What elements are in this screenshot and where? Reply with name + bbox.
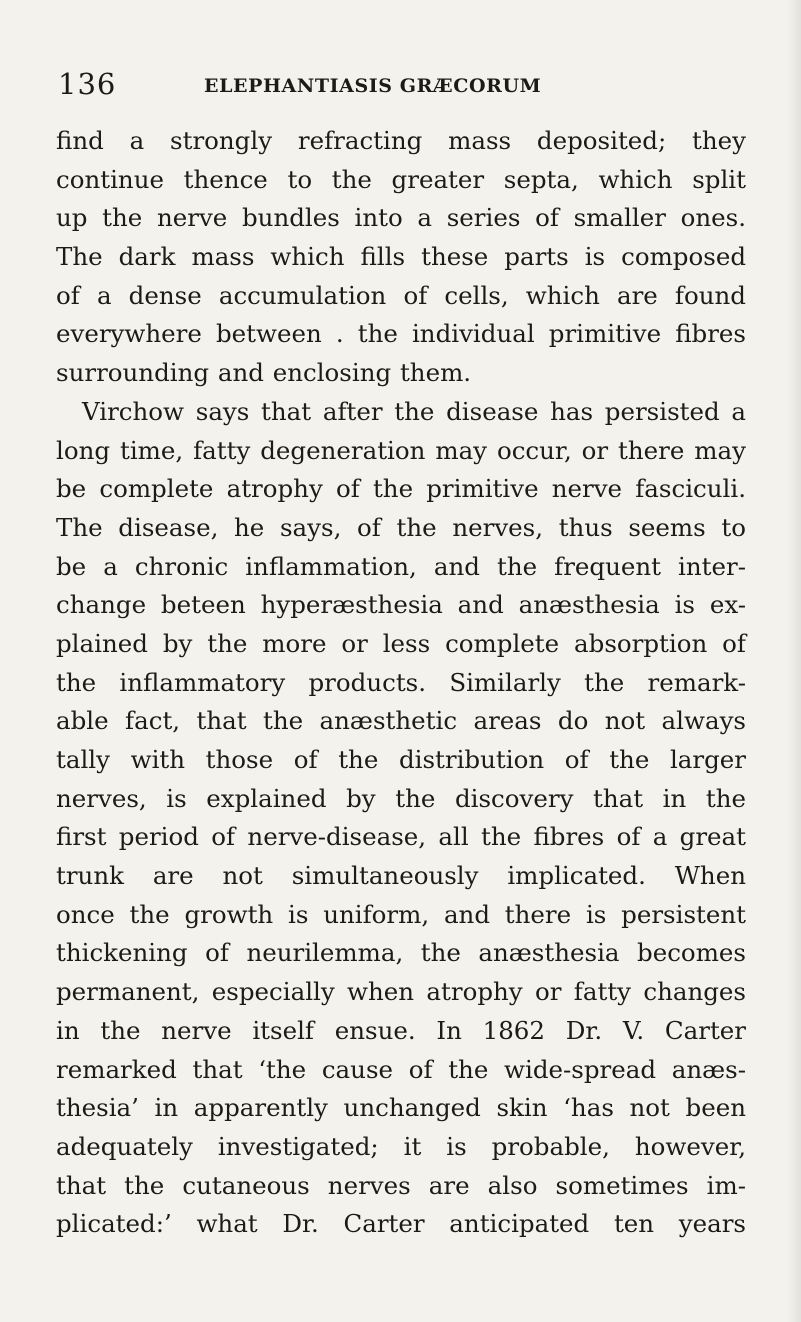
text-line: nerves, is explained by the discovery that in the — [56, 783, 746, 813]
text-line: first period of nerve-disease, all the fibres of a great — [56, 822, 746, 852]
text-line: of a dense accumulation of cells, which are found — [56, 280, 746, 310]
text-line: continue thence to the greater septa, which split — [56, 164, 746, 194]
text-line: trunk are not simultaneously implicated. When — [56, 861, 746, 891]
text-line: Virchow says that after the disease has persisted a — [82, 396, 746, 426]
text-line: plained by the more or less complete absorption of — [56, 628, 746, 658]
text-line: long time, fatty degeneration may occur, or there may — [56, 435, 746, 465]
text-line: remarked that ‘the cause of the wide-spread anæs- — [56, 1054, 746, 1084]
text-line: find a strongly refracting mass deposited; they — [56, 126, 746, 155]
text-line: change beteen hyperæsthesia and anæsthesia is ex- — [56, 590, 746, 620]
text-line: able fact, that the anæsthetic areas do not always — [56, 706, 746, 736]
text-line: permanent, especially when atrophy or fatty changes — [56, 977, 746, 1007]
text-line: everywhere between . the individual primitive fibres — [56, 319, 746, 349]
text-line: adequately investigated; it is probable, however, — [56, 1131, 746, 1161]
text-line: The dark mass which fills these parts is composed — [56, 242, 746, 272]
text-line: The disease, he says, of the nerves, thus seems to — [56, 512, 746, 542]
text-line: the inflammatory products. Similarly the remark- — [56, 667, 746, 697]
body-text — [56, 122, 746, 1244]
text-line: surrounding and enclosing them. — [56, 358, 472, 388]
text-line: be complete atrophy of the primitive nerve fasciculi. — [56, 474, 746, 504]
running-head — [58, 64, 758, 104]
text-line: be a chronic inflammation, and the frequent inter- — [56, 551, 746, 581]
page-number: 136 — [58, 67, 117, 101]
text-line: plicated:’ what Dr. Carter anticipated ten years — [56, 1209, 746, 1239]
page-edge-shadow — [787, 0, 801, 1322]
text-line: that the cutaneous nerves are also sometimes im- — [56, 1170, 746, 1200]
text-line: thesia’ in apparently unchanged skin ‘has not been — [56, 1093, 746, 1123]
running-title: ELEPHANTIASIS GRÆCORUM — [204, 75, 542, 97]
text-line: once the growth is uniform, and there is persistent — [56, 899, 746, 929]
text-line: up the nerve bundles into a series of smaller ones. — [56, 203, 746, 233]
text-line: tally with those of the distribution of the larger — [56, 745, 746, 774]
text-line: in the nerve itself ensue. In 1862 Dr. V. Carter — [56, 1015, 746, 1045]
text-line: thickening of neurilemma, the anæsthesia becomes — [56, 938, 746, 968]
